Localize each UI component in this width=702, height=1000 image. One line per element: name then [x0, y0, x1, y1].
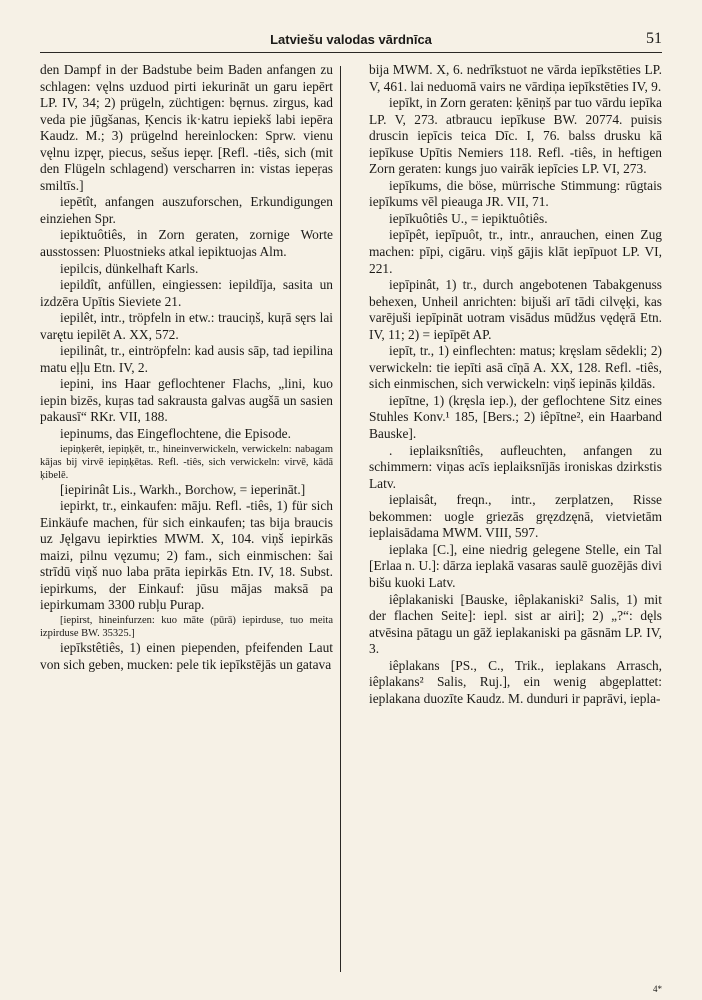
dictionary-entry: iêplakans [PS., C., Trik., ieplakans Arrasch, iêplakans² Salis, Ruj.], ein wenig abgeplattet: ieplakana duozīte Kaudz. M. dunduri ir paprāvi, iepla- [369, 657, 662, 706]
right-column [369, 62, 662, 707]
dictionary-entry: iepilinât, tr., eintröpfeln: kad ausis sāp, tad iepilina matu eļļu Etn. IV, 2. [40, 343, 333, 375]
dictionary-entry: . ieplaiksnîtiês, aufleuchten, anfangen zu schimmern: viņas acīs ieplaiksnījās ironiskas dzirkstis Latv. [369, 442, 662, 491]
dictionary-entry: [iepirinât Lis., Warkh., Borchow, = ieperināt.] [60, 481, 306, 497]
page-number: 51 [646, 30, 662, 47]
dictionary-columns [40, 62, 662, 972]
dictionary-entry: iepini, ins Haar geflochtener Flachs, „lini, kuo iepin bizēs, kuŗas tad sakrausta galvas augšā un sasien pakausī“ RKr. VII, 188. [40, 376, 333, 425]
dictionary-entry: iepētît, anfangen auszuforschen, Erkundigungen einziehen Spr. [40, 194, 333, 226]
running-title: Latviešu valodas vārdnīca [270, 32, 432, 47]
dictionary-entry: iêplakaniski [Bauske, iêplakaniski² Salis, 1) mit der flachen Seite]: iepl. sist ar airi]; 2) „?“: dęls atvēsina pātagu un gāž ieplakaniski pa gāsnām LP. IV, 3. [369, 591, 662, 657]
dictionary-entry: den Dampf in der Badstube beim Baden anfangen zu schlagen: vęlns uzduod pirti iekurināt un garu iepērt LP. IV, 34; 2) prügeln, züchtigen: bęrnus. zirgus, kad veda pie jūgšanas, Ķencis ik·katru iepiekš labi iepēra Kaudz. M.; 3) prügelnd hereinlocken: Sprw. vienu vęlnu izpęr, piecus, sešus iepęr. [Refl. -tiês, sich (mit den Flügeln schlagend) verscharren in: vistas iepeŗas smiltīs.] [40, 62, 333, 193]
dictionary-entry: iepinums, das Eingeflochtene, die Episode. [60, 426, 291, 442]
left-column [40, 62, 333, 673]
dictionary-entry: iepīkstêtiês, 1) einen piependen, pfeifenden Laut von sich geben, mucken: pele tik iepīkstējās un gatava [40, 639, 333, 672]
dictionary-entry: iepildît, anfüllen, eingiessen: iepildīja, sasita un izdzēra Upītis Sieviete 21. [40, 277, 333, 309]
signature-mark: 4* [653, 984, 662, 994]
dictionary-entry: iepilêt, intr., tröpfeln in etw.: trauciņš, kuŗā sęrs lai varętu iepilēt A. XX, 572. [40, 310, 333, 342]
dictionary-entry: iepītne, 1) (kręsla iep.), der geflochtene Sitz eines Stuhles Konv.¹ 185, [Bers.; 2) iêpītne², ein Haarband Bauske]. [369, 392, 662, 442]
dictionary-entry: ieplaisât, freqn., intr., zerplatzen, Risse bekommen: uogle griezās gręzdzęnā, vietvietām ieplaisādama MWM. VIII, 597. [369, 492, 662, 541]
page-header [40, 30, 662, 53]
dictionary-entry: iepirkt, tr., einkaufen: māju. Refl. -tiês, 1) für sich Einkäufe machen, für sich einkaufen; tas bija braucis uz Jęlgavu iepirkties MWM. X, 104. viņš iepirkās maizi, pilnu vęzumu; 2) fam., sich einmischen: šai strīdū viņš nuo laba prāta iepirkās Etn. IV, 18. Subst. iepirkums, der Einkauf: jūsu mājas maksā pa iepirkumam 3300 rubļu Purap. [40, 498, 333, 613]
dictionary-entry: ieplaka [C.], eine niedrig gelegene Stelle, ein Tal [Erlaa n. U.]: dārza ieplakā vasaras saulē guozējās divi bišu kuoki Latv. [369, 541, 662, 590]
dictionary-entry: iepīpinât, 1) tr., durch angebotenen Tabakgenuss behexen, Unheil anrichten: bijuši arī tādi cilvęķi, kas varējuši iepīpināt uotram visādus mūdžus vędęrā Etn. IV, 11; 2) = iepīpēt AP. [369, 277, 662, 342]
dictionary-entry: iepiktuôtiês, in Zorn geraten, zornige Worte ausstossen: Pluostnieks atkal iepiktuojas Alm. [40, 227, 333, 260]
column-divider [340, 66, 341, 972]
dictionary-entry: bija MWM. X, 6. nedrīkstuot ne vārda iepīkstēties LP. V, 461. lai neduomā vairs ne vārdiņa iepīkstēties IV, 9. [369, 62, 662, 94]
dictionary-entry: iepīpêt, iepīpuôt, tr., intr., anrauchen, einen Zug machen: pīpi, cigāru. viņš gājis klāt iepīpuot LP. VI, 221. [369, 227, 662, 276]
dictionary-entry: iepilcis, dünkelhaft Karls. [60, 260, 199, 276]
dictionary-entry: iepīkuôtiês U., = iepiktuôtiês. [389, 210, 548, 226]
dictionary-entry: [iepirst, hineinfurzen: kuo māte (pūrā) iepirduse, tuo meita izpirduse BW. 35325.] [40, 614, 333, 639]
dictionary-entry: iepīt, tr., 1) einflechten: matus; kręslam sēdekli; 2) verwickeln: tie iepīti asā cīņā A. XX, 128. Refl. -tiês, sich einmischen, sich verwickeln: viņš iepinās ķildās. [369, 343, 662, 392]
dictionary-entry: iepiņķerêt, iepiņķēt, tr., hineinverwickeln, verwickeln: nabagam kājas bij virvē iepiņķētas. Refl. -tiês, sich verwickeln: virvē, kādā ķibelē. [40, 443, 333, 481]
dictionary-entry: iepīkums, die böse, mürrische Stimmung: rūgtais iepīkums vēl pieauga JR. VII, 71. [369, 177, 662, 210]
dictionary-entry: iepīkt, in Zorn geraten: ķēniņš par tuo vārdu iepīka LP. V, 273. atbraucu iepīkuse BW. 20774. puisis druscin iepīcis teica Dīc. I, 76. balss drusku kā iepīkuse Upītis Nemiers 118. Refl. -tiês, in heftigen Zorn geraten: kungs juo vairāk iepīcies LP. VI, 273. [369, 95, 662, 177]
